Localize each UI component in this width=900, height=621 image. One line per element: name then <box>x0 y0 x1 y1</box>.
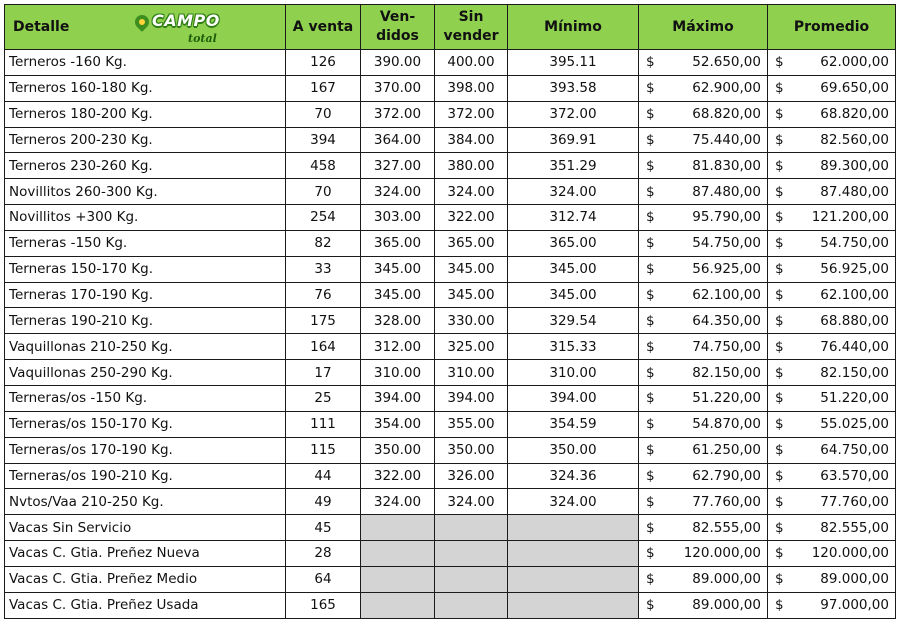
cell-maximo <box>639 308 768 334</box>
currency-symbol: $ <box>646 364 655 381</box>
cell-minimo: 310.00 <box>508 360 639 386</box>
cell-detalle: Terneros 230-260 Kg. <box>5 153 286 179</box>
cell-a-venta: 76 <box>286 282 361 308</box>
cell-detalle: Vaquillonas 250-290 Kg. <box>5 360 286 386</box>
cell-a-venta: 70 <box>286 179 361 205</box>
cell-detalle: Terneros 200-230 Kg. <box>5 127 286 153</box>
maximo-value: 61.250,00 <box>692 442 761 459</box>
header-a-venta: A venta <box>286 5 361 50</box>
cell-a-venta: 111 <box>286 411 361 437</box>
promedio-value: 62.000,00 <box>820 54 889 71</box>
campo-total-logo <box>135 12 227 44</box>
cell-minimo: 324.00 <box>508 489 639 515</box>
cell-minimo: 324.36 <box>508 463 639 489</box>
maximo-value: 51.220,00 <box>692 390 761 407</box>
cell-maximo <box>639 515 768 541</box>
cell-detalle: Vaquillonas 210-250 Kg. <box>5 334 286 360</box>
cell-detalle: Terneras -150 Kg. <box>5 230 286 256</box>
cell-a-venta: 164 <box>286 334 361 360</box>
cell-sin-vender: 355.00 <box>435 411 508 437</box>
currency-symbol: $ <box>646 209 655 226</box>
currency-symbol: $ <box>775 80 784 97</box>
cell-vendidos: 322.00 <box>361 463 435 489</box>
promedio-value: 89.000,00 <box>820 571 889 588</box>
header-vendidos-line2: didos <box>376 28 419 44</box>
cell-vendidos: 390.00 <box>361 50 435 76</box>
cell-detalle: Vacas C. Gtia. Preñez Nueva <box>5 541 286 567</box>
promedio-value: 121.200,00 <box>811 209 889 226</box>
promedio-value: 54.750,00 <box>820 235 889 252</box>
cell-promedio <box>768 541 896 567</box>
cell-sin-vender: 350.00 <box>435 437 508 463</box>
cell-vendidos: 394.00 <box>361 385 435 411</box>
cell-detalle: Terneras 150-170 Kg. <box>5 256 286 282</box>
cell-sin-vender: 384.00 <box>435 127 508 153</box>
table-row <box>5 463 896 489</box>
maximo-value: 62.900,00 <box>692 80 761 97</box>
cell-a-venta: 126 <box>286 50 361 76</box>
cell-empty-sin-vender <box>435 566 508 592</box>
maximo-value: 87.480,00 <box>692 183 761 200</box>
cell-maximo <box>639 411 768 437</box>
cell-maximo <box>639 385 768 411</box>
maximo-value: 54.750,00 <box>692 235 761 252</box>
maximo-value: 68.820,00 <box>692 106 761 123</box>
header-sin-vender-line1: Sin <box>458 9 484 25</box>
cell-minimo: 345.00 <box>508 282 639 308</box>
maximo-value: 77.760,00 <box>692 493 761 510</box>
maximo-value: 75.440,00 <box>692 131 761 148</box>
cell-maximo <box>639 50 768 76</box>
cell-promedio <box>768 205 896 231</box>
currency-symbol: $ <box>646 183 655 200</box>
currency-symbol: $ <box>646 467 655 484</box>
currency-symbol: $ <box>646 287 655 304</box>
cell-empty-vendidos <box>361 515 435 541</box>
currency-symbol: $ <box>646 519 655 536</box>
cell-vendidos: 364.00 <box>361 127 435 153</box>
cell-detalle: Novillitos 260-300 Kg. <box>5 179 286 205</box>
cell-maximo <box>639 205 768 231</box>
promedio-value: 69.650,00 <box>820 80 889 97</box>
cell-promedio <box>768 256 896 282</box>
currency-symbol: $ <box>775 442 784 459</box>
promedio-value: 120.000,00 <box>811 545 889 562</box>
currency-symbol: $ <box>775 571 784 588</box>
currency-symbol: $ <box>646 545 655 562</box>
promedio-value: 87.480,00 <box>820 183 889 200</box>
promedio-value: 76.440,00 <box>820 338 889 355</box>
cell-vendidos: 310.00 <box>361 360 435 386</box>
cell-minimo: 394.00 <box>508 385 639 411</box>
table-row <box>5 153 896 179</box>
table-row <box>5 515 896 541</box>
cell-a-venta: 167 <box>286 75 361 101</box>
table-row <box>5 256 896 282</box>
cell-maximo <box>639 230 768 256</box>
cell-a-venta: 64 <box>286 566 361 592</box>
cell-vendidos: 365.00 <box>361 230 435 256</box>
promedio-value: 51.220,00 <box>820 390 889 407</box>
table-row <box>5 230 896 256</box>
maximo-value: 95.790,00 <box>692 209 761 226</box>
cell-promedio <box>768 463 896 489</box>
currency-symbol: $ <box>775 467 784 484</box>
cell-a-venta: 165 <box>286 592 361 618</box>
cell-a-venta: 175 <box>286 308 361 334</box>
currency-symbol: $ <box>775 287 784 304</box>
cell-maximo <box>639 541 768 567</box>
cell-a-venta: 254 <box>286 205 361 231</box>
cell-vendidos: 370.00 <box>361 75 435 101</box>
cell-minimo: 329.54 <box>508 308 639 334</box>
cell-a-venta: 25 <box>286 385 361 411</box>
promedio-value: 82.150,00 <box>820 364 889 381</box>
cell-sin-vender: 345.00 <box>435 282 508 308</box>
cell-minimo: 345.00 <box>508 256 639 282</box>
cell-sin-vender: 398.00 <box>435 75 508 101</box>
cell-sin-vender: 325.00 <box>435 334 508 360</box>
currency-symbol: $ <box>646 312 655 329</box>
cell-minimo: 315.33 <box>508 334 639 360</box>
currency-symbol: $ <box>646 597 655 614</box>
currency-symbol: $ <box>775 545 784 562</box>
promedio-value: 64.750,00 <box>820 442 889 459</box>
currency-symbol: $ <box>646 261 655 278</box>
cell-minimo: 324.00 <box>508 179 639 205</box>
maximo-value: 64.350,00 <box>692 312 761 329</box>
cell-sin-vender: 330.00 <box>435 308 508 334</box>
maximo-value: 82.555,00 <box>692 519 761 536</box>
maximo-value: 62.790,00 <box>692 467 761 484</box>
cell-detalle: Novillitos +300 Kg. <box>5 205 286 231</box>
cell-sin-vender: 345.00 <box>435 256 508 282</box>
cell-detalle: Terneras/os 150-170 Kg. <box>5 411 286 437</box>
cell-promedio <box>768 50 896 76</box>
cell-promedio <box>768 230 896 256</box>
currency-symbol: $ <box>646 338 655 355</box>
cell-empty-minimo <box>508 566 639 592</box>
cell-promedio <box>768 153 896 179</box>
table-row <box>5 489 896 515</box>
cell-promedio <box>768 308 896 334</box>
cell-maximo <box>639 75 768 101</box>
currency-symbol: $ <box>775 209 784 226</box>
cell-empty-sin-vender <box>435 592 508 618</box>
cell-maximo <box>639 334 768 360</box>
cell-promedio <box>768 489 896 515</box>
header-detalle <box>5 5 286 50</box>
cell-vendidos: 350.00 <box>361 437 435 463</box>
table-row <box>5 334 896 360</box>
promedio-value: 89.300,00 <box>820 157 889 174</box>
promedio-value: 68.820,00 <box>820 106 889 123</box>
cell-detalle: Terneras/os 170-190 Kg. <box>5 437 286 463</box>
promedio-value: 55.025,00 <box>820 416 889 433</box>
cell-maximo <box>639 179 768 205</box>
table-row <box>5 385 896 411</box>
table-row <box>5 75 896 101</box>
cell-promedio <box>768 179 896 205</box>
currency-symbol: $ <box>775 519 784 536</box>
cell-promedio <box>768 385 896 411</box>
cell-detalle: Terneros 160-180 Kg. <box>5 75 286 101</box>
cell-minimo: 395.11 <box>508 50 639 76</box>
header-vendidos-line1: Ven- <box>379 9 416 25</box>
logo-text-sub: total <box>188 32 217 45</box>
cell-detalle: Terneras/os -150 Kg. <box>5 385 286 411</box>
currency-symbol: $ <box>775 106 784 123</box>
currency-symbol: $ <box>646 442 655 459</box>
cell-a-venta: 17 <box>286 360 361 386</box>
maximo-value: 52.650,00 <box>692 54 761 71</box>
table-row <box>5 101 896 127</box>
cell-promedio <box>768 127 896 153</box>
header-minimo: Mínimo <box>508 5 639 50</box>
cell-detalle: Terneros -160 Kg. <box>5 50 286 76</box>
table-row <box>5 411 896 437</box>
cell-sin-vender: 365.00 <box>435 230 508 256</box>
currency-symbol: $ <box>775 338 784 355</box>
cell-promedio <box>768 592 896 618</box>
cell-maximo <box>639 127 768 153</box>
maximo-value: 56.925,00 <box>692 261 761 278</box>
currency-symbol: $ <box>775 235 784 252</box>
cell-minimo: 393.58 <box>508 75 639 101</box>
currency-symbol: $ <box>646 390 655 407</box>
promedio-value: 62.100,00 <box>820 287 889 304</box>
cell-promedio <box>768 75 896 101</box>
currency-symbol: $ <box>775 416 784 433</box>
cell-vendidos: 324.00 <box>361 489 435 515</box>
cell-maximo <box>639 463 768 489</box>
cell-maximo <box>639 360 768 386</box>
currency-symbol: $ <box>775 54 784 71</box>
cell-a-venta: 394 <box>286 127 361 153</box>
table-row <box>5 282 896 308</box>
maximo-value: 89.000,00 <box>692 597 761 614</box>
currency-symbol: $ <box>646 235 655 252</box>
cell-a-venta: 44 <box>286 463 361 489</box>
currency-symbol: $ <box>775 493 784 510</box>
currency-symbol: $ <box>646 416 655 433</box>
table-row <box>5 308 896 334</box>
currency-symbol: $ <box>775 312 784 329</box>
cell-empty-vendidos <box>361 541 435 567</box>
maximo-value: 120.000,00 <box>683 545 761 562</box>
cell-detalle: Terneras 170-190 Kg. <box>5 282 286 308</box>
cell-vendidos: 327.00 <box>361 153 435 179</box>
cell-a-venta: 45 <box>286 515 361 541</box>
cell-maximo <box>639 437 768 463</box>
cell-minimo: 372.00 <box>508 101 639 127</box>
header-sin-vender-line2: vender <box>443 28 499 44</box>
maximo-value: 62.100,00 <box>692 287 761 304</box>
header-detalle-label: Detalle <box>13 18 70 35</box>
cell-empty-sin-vender <box>435 515 508 541</box>
promedio-value: 56.925,00 <box>820 261 889 278</box>
cell-vendidos: 312.00 <box>361 334 435 360</box>
cell-promedio <box>768 515 896 541</box>
cell-vendidos: 372.00 <box>361 101 435 127</box>
currency-symbol: $ <box>775 183 784 200</box>
currency-symbol: $ <box>646 54 655 71</box>
table-row <box>5 179 896 205</box>
cell-sin-vender: 310.00 <box>435 360 508 386</box>
cell-detalle: Vacas Sin Servicio <box>5 515 286 541</box>
cell-maximo <box>639 489 768 515</box>
table-row <box>5 360 896 386</box>
table-header-row <box>5 5 896 50</box>
promedio-value: 77.760,00 <box>820 493 889 510</box>
cell-maximo <box>639 566 768 592</box>
cell-maximo <box>639 101 768 127</box>
table-row <box>5 50 896 76</box>
map-pin-icon <box>132 12 152 32</box>
cattle-price-table <box>4 4 896 619</box>
logo-text-main: CAMPO <box>152 11 220 30</box>
cell-sin-vender: 324.00 <box>435 179 508 205</box>
cell-detalle: Terneras 190-210 Kg. <box>5 308 286 334</box>
cell-sin-vender: 322.00 <box>435 205 508 231</box>
currency-symbol: $ <box>646 131 655 148</box>
cell-empty-minimo <box>508 541 639 567</box>
cell-sin-vender: 326.00 <box>435 463 508 489</box>
currency-symbol: $ <box>775 390 784 407</box>
currency-symbol: $ <box>775 131 784 148</box>
maximo-value: 54.870,00 <box>692 416 761 433</box>
cell-maximo <box>639 592 768 618</box>
cell-maximo <box>639 153 768 179</box>
currency-symbol: $ <box>775 157 784 174</box>
cell-vendidos: 354.00 <box>361 411 435 437</box>
cell-sin-vender: 380.00 <box>435 153 508 179</box>
cell-empty-minimo <box>508 592 639 618</box>
cell-minimo: 350.00 <box>508 437 639 463</box>
cell-detalle: Terneros 180-200 Kg. <box>5 101 286 127</box>
cell-a-venta: 33 <box>286 256 361 282</box>
table-row <box>5 541 896 567</box>
currency-symbol: $ <box>646 80 655 97</box>
cell-sin-vender: 394.00 <box>435 385 508 411</box>
currency-symbol: $ <box>775 261 784 278</box>
table-row <box>5 205 896 231</box>
promedio-value: 68.880,00 <box>820 312 889 329</box>
header-promedio: Promedio <box>768 5 896 50</box>
currency-symbol: $ <box>775 597 784 614</box>
cell-sin-vender: 372.00 <box>435 101 508 127</box>
cell-minimo: 354.59 <box>508 411 639 437</box>
cell-vendidos: 328.00 <box>361 308 435 334</box>
cell-empty-minimo <box>508 515 639 541</box>
cell-promedio <box>768 101 896 127</box>
promedio-value: 97.000,00 <box>820 597 889 614</box>
header-maximo: Máximo <box>639 5 768 50</box>
cell-minimo: 369.91 <box>508 127 639 153</box>
currency-symbol: $ <box>646 571 655 588</box>
table-row <box>5 127 896 153</box>
table-row <box>5 566 896 592</box>
maximo-value: 89.000,00 <box>692 571 761 588</box>
cell-vendidos: 345.00 <box>361 282 435 308</box>
promedio-value: 63.570,00 <box>820 467 889 484</box>
cell-sin-vender: 324.00 <box>435 489 508 515</box>
promedio-value: 82.555,00 <box>820 519 889 536</box>
table-row <box>5 592 896 618</box>
cell-vendidos: 303.00 <box>361 205 435 231</box>
currency-symbol: $ <box>646 157 655 174</box>
cell-a-venta: 458 <box>286 153 361 179</box>
cell-maximo <box>639 282 768 308</box>
cell-promedio <box>768 334 896 360</box>
maximo-value: 74.750,00 <box>692 338 761 355</box>
cell-a-venta: 115 <box>286 437 361 463</box>
header-sin-vender <box>435 5 508 50</box>
table-row <box>5 437 896 463</box>
cell-sin-vender: 400.00 <box>435 50 508 76</box>
cell-promedio <box>768 282 896 308</box>
cell-a-venta: 70 <box>286 101 361 127</box>
promedio-value: 82.560,00 <box>820 131 889 148</box>
cell-a-venta: 82 <box>286 230 361 256</box>
cell-minimo: 351.29 <box>508 153 639 179</box>
table-body <box>5 50 896 619</box>
cell-detalle: Nvtos/Vaa 210-250 Kg. <box>5 489 286 515</box>
cell-promedio <box>768 411 896 437</box>
cell-promedio <box>768 566 896 592</box>
cell-a-venta: 49 <box>286 489 361 515</box>
cell-a-venta: 28 <box>286 541 361 567</box>
cell-promedio <box>768 437 896 463</box>
cell-vendidos: 324.00 <box>361 179 435 205</box>
maximo-value: 81.830,00 <box>692 157 761 174</box>
cell-vendidos: 345.00 <box>361 256 435 282</box>
cell-minimo: 365.00 <box>508 230 639 256</box>
cell-empty-vendidos <box>361 592 435 618</box>
cell-detalle: Terneras/os 190-210 Kg. <box>5 463 286 489</box>
cell-maximo <box>639 256 768 282</box>
currency-symbol: $ <box>775 364 784 381</box>
currency-symbol: $ <box>646 106 655 123</box>
maximo-value: 82.150,00 <box>692 364 761 381</box>
cell-detalle: Vacas C. Gtia. Preñez Usada <box>5 592 286 618</box>
cell-empty-sin-vender <box>435 541 508 567</box>
cell-minimo: 312.74 <box>508 205 639 231</box>
cell-promedio <box>768 360 896 386</box>
header-vendidos <box>361 5 435 50</box>
currency-symbol: $ <box>646 493 655 510</box>
cell-empty-vendidos <box>361 566 435 592</box>
cell-detalle: Vacas C. Gtia. Preñez Medio <box>5 566 286 592</box>
